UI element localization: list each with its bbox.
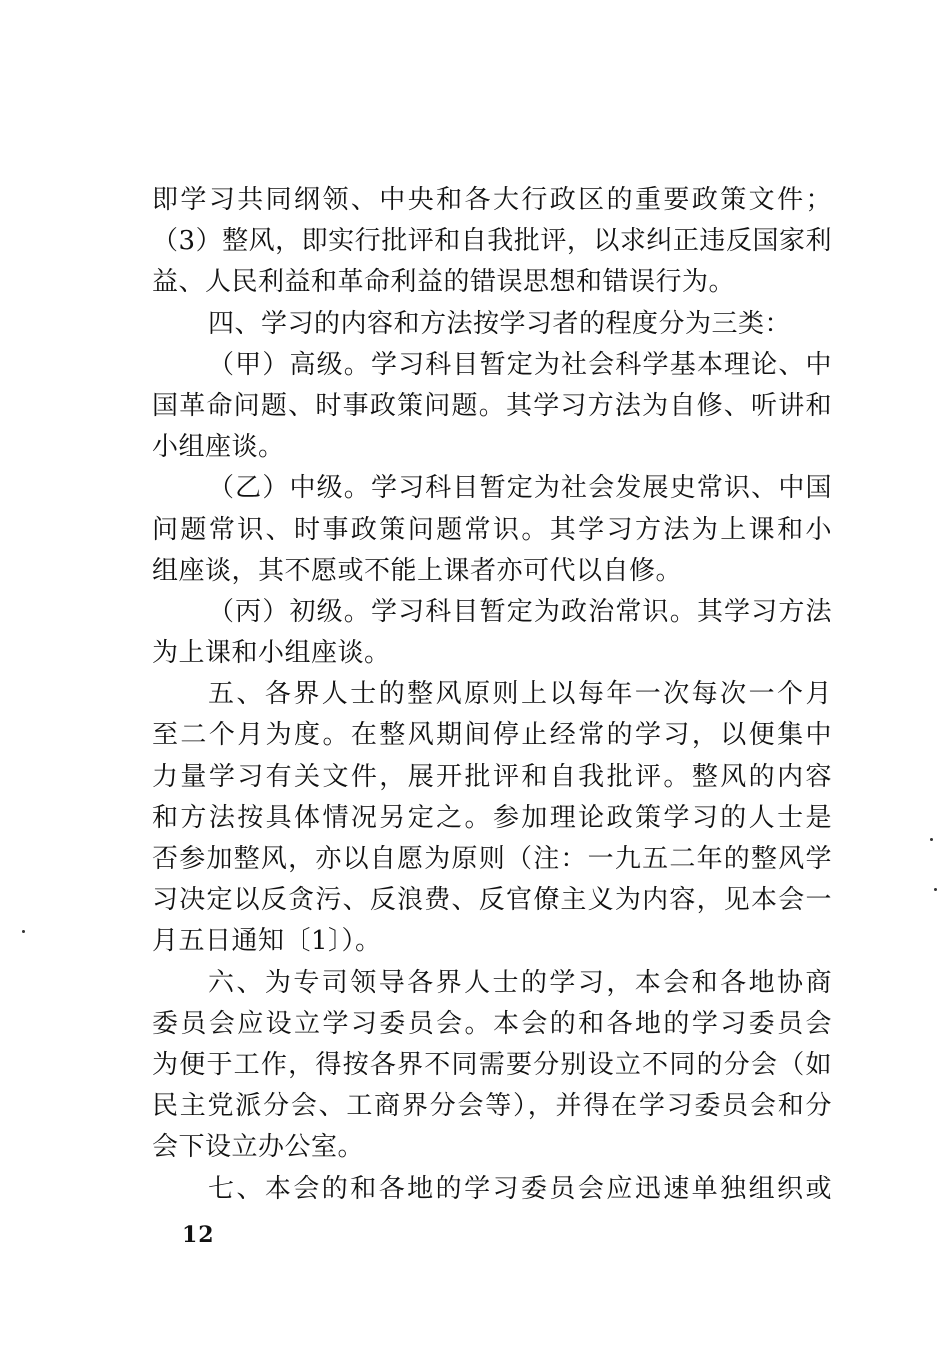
- paragraph-heading-5: 五、各界人士的整风原则上以每年一次每次一个月: [208, 679, 832, 710]
- text-line: 委员会应设立学习委员会。本会的和各地的学习委员会: [152, 1008, 832, 1039]
- text-line: 小组座谈。: [152, 432, 285, 463]
- text-line: 会下设立办公室。: [152, 1132, 365, 1163]
- text-line: 月五日通知〔1〕）。: [152, 926, 382, 957]
- text-line: 习决定以反贪污、反浪费、反官僚主义为内容，见本会一: [152, 885, 832, 916]
- page-number: 12: [182, 1222, 215, 1248]
- scan-speck: [930, 838, 933, 841]
- text-line: 和方法按具体情况另定之。参加理论政策学习的人士是: [152, 802, 832, 833]
- scan-speck: [934, 888, 937, 891]
- text-line: 益、人民利益和革命利益的错误思想和错误行为。: [152, 267, 736, 298]
- paragraph-heading-7: 七、本会的和各地的学习委员会应迅速单独组织或: [208, 1173, 832, 1204]
- text-line: 力量学习有关文件，展开批评和自我批评。整风的内容: [152, 761, 832, 792]
- text-line: 即学习共同纲领、中央和各大行政区的重要政策文件；: [152, 185, 832, 215]
- text-line: 为便于工作，得按各界不同需要分别设立不同的分会（如: [152, 1049, 832, 1080]
- text-line: 为上课和小组座谈。: [152, 638, 391, 669]
- text-line: 国革命问题、时事政策问题。其学习方法为自修、听讲和: [152, 390, 832, 421]
- paragraph-heading-4: 四、学习的内容和方法按学习者的程度分为三类：: [208, 308, 792, 339]
- text-line: （3）整风，即实行批评和自我批评，以求纠正违反国家利: [152, 226, 832, 257]
- text-line: （甲）高级。学习科目暂定为社会科学基本理论、中: [208, 349, 832, 380]
- text-line: 至二个月为度。在整风期间停止经常的学习，以便集中: [152, 720, 832, 751]
- text-line: （乙）中级。学习科目暂定为社会发展史常识、中国: [208, 473, 832, 504]
- scan-speck: [22, 930, 25, 933]
- paragraph-heading-6: 六、为专司领导各界人士的学习，本会和各地协商: [208, 967, 832, 998]
- text-line: 否参加整风，亦以自愿为原则（注：一九五二年的整风学: [152, 844, 832, 874]
- text-line: 民主党派分会、工商界分会等），并得在学习委员会和分: [152, 1091, 832, 1122]
- text-line: 组座谈，其不愿或不能上课者亦可代以自修。: [152, 555, 683, 586]
- body-text: [152, 180, 832, 1210]
- text-line: （丙）初级。学习科目暂定为政治常识。其学习方法: [208, 596, 832, 627]
- text-line: 问题常识、时事政策问题常识。其学习方法为上课和小: [152, 514, 832, 545]
